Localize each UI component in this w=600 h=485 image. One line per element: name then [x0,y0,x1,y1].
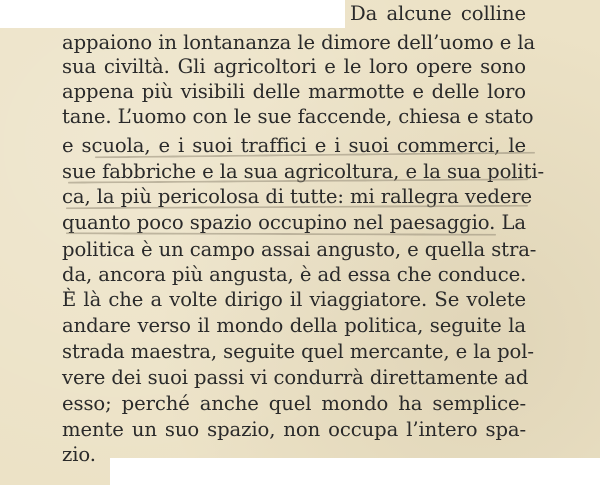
scan-crop-top [0,0,345,28]
text-line-14: strada maestra, seguite quel mercante, e la pol- [62,340,534,363]
text-line-7: sue fabbriche e la sua agricoltura, e la sua politi- [62,160,545,183]
text-line-10: politica è un campo assai angusto, e quella stra- [62,238,537,261]
text-line-1: Da alcune colline [350,2,526,25]
text-line-5: tane. L’uomo con le sue faccende, chiesa e stato [62,105,534,128]
text-line-17: mente un suo spazio, non occupa l’intero spa- [62,418,526,441]
text-line-4: appena più visibili delle marmotte e delle loro [62,80,526,103]
text-line-8: ca, la più pericolosa di tutte: mi rallegra vedere [62,185,533,208]
text-line-13: andare verso il mondo della politica, seguite la [62,314,526,337]
text-line-15: vere dei suoi passi vi condurrà direttamente ad [62,366,529,389]
text-line-6: e scuola, e i suoi traffici e i suoi commerci, le [62,134,526,157]
text-line-18: zio. [62,443,96,466]
text-line-2: appaiono in lontananza le dimore dell’uomo e la [62,31,536,54]
text-line-9: quanto poco spazio occupino nel paesaggio. La [62,211,526,234]
scan-crop-bottom [110,458,600,485]
text-line-11: da, ancora più angusta, è ad essa che conduce. [62,263,527,286]
text-line-12: È là che a volte dirigo il viaggiatore. Se volete [62,288,526,311]
text-line-16: esso; perché anche quel mondo ha semplice- [62,392,526,415]
scan-crop-corner [538,470,600,485]
text-line-3: sua civiltà. Gli agricoltori e le loro opere sono [62,55,526,78]
